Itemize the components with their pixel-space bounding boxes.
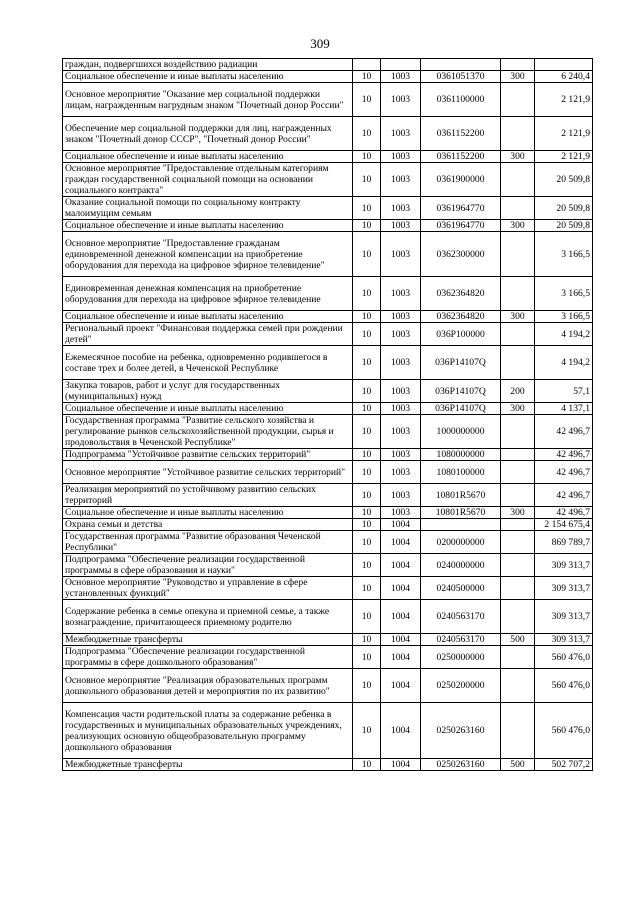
table-row <box>63 759 593 771</box>
row-name: Основное мероприятие "Оказание мер социальной поддержки лицам, награжденным нагрудным знаком "Почетный донор России" <box>63 83 353 117</box>
row-section: 10 <box>353 117 381 151</box>
row-amount: 3 166,5 <box>535 311 593 323</box>
row-expense-type: 300 <box>501 403 535 415</box>
row-expense-type <box>501 232 535 277</box>
row-section: 10 <box>353 634 381 646</box>
row-target-code: 0200000000 <box>421 531 501 554</box>
row-name: Подпрограмма "Обеспечение реализации государственной программы в сфере образования и науки" <box>63 554 353 577</box>
row-subsection: 1004 <box>381 600 421 634</box>
row-amount: 309 313,7 <box>535 600 593 634</box>
row-name: Межбюджетные трансферты <box>63 759 353 771</box>
row-subsection: 1003 <box>381 323 421 346</box>
row-name: Содержание ребенка в семье опекуна и приемной семье, а также вознаграждение, причитающееся приемному родителю <box>63 600 353 634</box>
row-amount: 2 121,9 <box>535 83 593 117</box>
row-section: 10 <box>353 600 381 634</box>
row-expense-type <box>501 577 535 600</box>
row-section: 10 <box>353 669 381 703</box>
row-target-code: 0250000000 <box>421 646 501 669</box>
row-subsection: 1003 <box>381 311 421 323</box>
row-target-code: 10801R5670 <box>421 484 501 507</box>
row-amount: 2 154 675,4 <box>535 519 593 531</box>
row-section: 10 <box>353 461 381 484</box>
row-target-code: 0240563170 <box>421 634 501 646</box>
row-target-code: 0361964770 <box>421 220 501 232</box>
row-name: Охрана семьи и детства <box>63 519 353 531</box>
row-section: 10 <box>353 449 381 461</box>
row-expense-type <box>501 415 535 449</box>
row-target-code: 0240000000 <box>421 554 501 577</box>
table-row <box>63 519 593 531</box>
row-amount: 57,1 <box>535 380 593 403</box>
row-section: 10 <box>353 484 381 507</box>
table-row <box>63 83 593 117</box>
row-amount: 309 313,7 <box>535 577 593 600</box>
row-subsection: 1003 <box>381 197 421 220</box>
row-name: Ежемесячное пособие на ребенка, одновременно родившегося в составе трех и более детей, в Чеченской Республике <box>63 346 353 380</box>
row-expense-type <box>501 519 535 531</box>
table-row <box>63 484 593 507</box>
row-amount: 869 789,7 <box>535 531 593 554</box>
row-name: Межбюджетные трансферты <box>63 634 353 646</box>
row-section: 10 <box>353 232 381 277</box>
row-expense-type <box>501 83 535 117</box>
row-amount: 560 476,0 <box>535 646 593 669</box>
table-row <box>63 232 593 277</box>
row-expense-type <box>501 449 535 461</box>
row-section: 10 <box>353 507 381 519</box>
row-amount: 502 707,2 <box>535 759 593 771</box>
row-subsection: 1003 <box>381 151 421 163</box>
table-row <box>63 669 593 703</box>
table-row <box>63 197 593 220</box>
row-target-code: 0361900000 <box>421 163 501 197</box>
table-row <box>63 415 593 449</box>
row-section: 10 <box>353 311 381 323</box>
row-target-code: 036P14107Q <box>421 380 501 403</box>
row-target-code: 0361051370 <box>421 71 501 83</box>
row-section: 10 <box>353 703 381 759</box>
row-name: Социальное обеспечение и иные выплаты населению <box>63 151 353 163</box>
row-amount: 309 313,7 <box>535 634 593 646</box>
row-subsection: 1004 <box>381 554 421 577</box>
row-section: 10 <box>353 71 381 83</box>
row-amount: 42 496,7 <box>535 484 593 507</box>
row-expense-type: 500 <box>501 759 535 771</box>
row-name: Подпрограмма "Обеспечение реализации государственной программы в сфере дошкольного образования" <box>63 646 353 669</box>
table-row <box>63 323 593 346</box>
row-name: граждан, подвергшихся воздействию радиации <box>63 59 353 71</box>
row-name: Социальное обеспечение и иные выплаты населению <box>63 403 353 415</box>
row-expense-type <box>501 669 535 703</box>
row-target-code: 1080100000 <box>421 461 501 484</box>
row-subsection: 1003 <box>381 163 421 197</box>
row-amount: 6 240,4 <box>535 71 593 83</box>
row-expense-type <box>501 163 535 197</box>
row-name: Социальное обеспечение и иные выплаты населению <box>63 220 353 232</box>
row-name: Оказание социальной помощи по социальному контракту малоимущим семьям <box>63 197 353 220</box>
row-target-code: 0362364820 <box>421 277 501 311</box>
row-subsection: 1004 <box>381 646 421 669</box>
row-subsection: 1004 <box>381 531 421 554</box>
row-name: Основное мероприятие "Руководство и управление в сфере установленных функций" <box>63 577 353 600</box>
table-row <box>63 403 593 415</box>
table-row <box>63 220 593 232</box>
row-amount: 4 194,2 <box>535 323 593 346</box>
row-expense-type: 200 <box>501 380 535 403</box>
row-subsection: 1003 <box>381 484 421 507</box>
row-expense-type <box>501 59 535 71</box>
row-expense-type <box>501 346 535 380</box>
row-amount: 20 509,8 <box>535 197 593 220</box>
row-target-code: 0240563170 <box>421 600 501 634</box>
row-subsection: 1003 <box>381 380 421 403</box>
row-subsection: 1004 <box>381 634 421 646</box>
row-section: 10 <box>353 220 381 232</box>
row-subsection: 1003 <box>381 346 421 380</box>
row-subsection: 1003 <box>381 277 421 311</box>
row-target-code: 0362300000 <box>421 232 501 277</box>
table-row <box>63 449 593 461</box>
row-name: Основное мероприятие "Устойчивое развитие сельских территорий" <box>63 461 353 484</box>
row-target-code: 0250263160 <box>421 759 501 771</box>
row-subsection: 1003 <box>381 83 421 117</box>
row-amount: 42 496,7 <box>535 507 593 519</box>
row-expense-type: 300 <box>501 151 535 163</box>
row-name: Основное мероприятие "Реализация образовательных программ дошкольного образования детей и мероприятия по их развитию" <box>63 669 353 703</box>
row-amount: 3 166,5 <box>535 232 593 277</box>
row-subsection: 1003 <box>381 461 421 484</box>
row-amount: 20 509,8 <box>535 163 593 197</box>
row-amount: 42 496,7 <box>535 449 593 461</box>
row-name: Закупка товаров, работ и услуг для государственных (муниципальных) нужд <box>63 380 353 403</box>
row-expense-type: 500 <box>501 634 535 646</box>
row-name: Обеспечение мер социальной поддержки для лиц, награжденных знаком "Почетный донор СССР", "Почетный донор России" <box>63 117 353 151</box>
row-subsection <box>381 59 421 71</box>
row-section <box>353 59 381 71</box>
row-section: 10 <box>353 163 381 197</box>
row-amount: 2 121,9 <box>535 151 593 163</box>
table-row <box>63 71 593 83</box>
row-subsection: 1004 <box>381 669 421 703</box>
row-section: 10 <box>353 323 381 346</box>
row-expense-type <box>501 323 535 346</box>
row-subsection: 1003 <box>381 220 421 232</box>
row-amount: 42 496,7 <box>535 415 593 449</box>
row-expense-type <box>501 277 535 311</box>
row-name: Социальное обеспечение и иные выплаты населению <box>63 311 353 323</box>
row-amount: 309 313,7 <box>535 554 593 577</box>
row-name: Подпрограмма "Устойчивое развитие сельских территорий" <box>63 449 353 461</box>
table-row <box>63 531 593 554</box>
table-row <box>63 577 593 600</box>
row-subsection: 1004 <box>381 577 421 600</box>
row-target-code: 0250200000 <box>421 669 501 703</box>
row-expense-type <box>501 703 535 759</box>
row-subsection: 1003 <box>381 403 421 415</box>
row-amount: 2 121,9 <box>535 117 593 151</box>
row-name: Единовременная денежная компенсация на приобретение оборудования для перехода на цифровое эфирное телевидение <box>63 277 353 311</box>
row-expense-type: 300 <box>501 71 535 83</box>
row-amount: 560 476,0 <box>535 703 593 759</box>
row-subsection: 1004 <box>381 759 421 771</box>
row-name: Государственная программа "Развитие образования Чеченской Республики" <box>63 531 353 554</box>
row-amount: 4 194,2 <box>535 346 593 380</box>
row-section: 10 <box>353 197 381 220</box>
row-section: 10 <box>353 759 381 771</box>
row-target-code: 0240500000 <box>421 577 501 600</box>
row-expense-type <box>501 197 535 220</box>
row-target-code: 1000000000 <box>421 415 501 449</box>
row-target-code: 036P100000 <box>421 323 501 346</box>
row-target-code: 0250263160 <box>421 703 501 759</box>
row-name: Социальное обеспечение и иные выплаты населению <box>63 507 353 519</box>
row-target-code: 0361152200 <box>421 117 501 151</box>
row-amount: 4 137,1 <box>535 403 593 415</box>
row-section: 10 <box>353 277 381 311</box>
row-subsection: 1003 <box>381 232 421 277</box>
row-section: 10 <box>353 83 381 117</box>
row-section: 10 <box>353 403 381 415</box>
row-name: Основное мероприятие "Предоставление отдельным категориям граждан государственной социальной помощи на основании социального контракта" <box>63 163 353 197</box>
table-row <box>63 277 593 311</box>
row-subsection: 1003 <box>381 507 421 519</box>
row-target-code <box>421 519 501 531</box>
page-number: 309 <box>310 36 330 51</box>
table-row <box>63 311 593 323</box>
table-row <box>63 380 593 403</box>
row-name: Региональный проект "Финансовая поддержка семей при рождении детей" <box>63 323 353 346</box>
row-section: 10 <box>353 415 381 449</box>
row-name: Компенсация части родительской платы за содержание ребенка в государственных и муниципальных образовательных учреждениях, реализующих основную общеобразовательную программу дошкольного образования <box>63 703 353 759</box>
table-row <box>63 59 593 71</box>
row-target-code <box>421 59 501 71</box>
row-subsection: 1004 <box>381 703 421 759</box>
row-target-code: 0361100000 <box>421 83 501 117</box>
row-expense-type <box>501 646 535 669</box>
row-expense-type <box>501 600 535 634</box>
row-section: 10 <box>353 346 381 380</box>
row-amount: 42 496,7 <box>535 461 593 484</box>
row-target-code: 0362364820 <box>421 311 501 323</box>
row-section: 10 <box>353 380 381 403</box>
table-row <box>63 703 593 759</box>
row-section: 10 <box>353 646 381 669</box>
row-target-code: 036P14107Q <box>421 346 501 380</box>
row-amount: 20 509,8 <box>535 220 593 232</box>
row-subsection: 1003 <box>381 449 421 461</box>
row-subsection: 1003 <box>381 71 421 83</box>
table-row <box>63 461 593 484</box>
row-section: 10 <box>353 554 381 577</box>
row-target-code: 0361964770 <box>421 197 501 220</box>
row-section: 10 <box>353 531 381 554</box>
row-name: Государственная программа "Развитие сельского хозяйства и регулирование рынков сельскохозяйственной продукции, сырья и продовольствия в Чеченской Республике" <box>63 415 353 449</box>
row-expense-type: 300 <box>501 220 535 232</box>
row-amount <box>535 59 593 71</box>
row-subsection: 1004 <box>381 519 421 531</box>
table-row <box>63 634 593 646</box>
row-subsection: 1003 <box>381 117 421 151</box>
row-amount: 560 476,0 <box>535 669 593 703</box>
row-target-code: 036P14107Q <box>421 403 501 415</box>
table-row <box>63 554 593 577</box>
row-name: Социальное обеспечение и иные выплаты населению <box>63 71 353 83</box>
table-row <box>63 151 593 163</box>
row-expense-type: 300 <box>501 311 535 323</box>
row-expense-type: 300 <box>501 507 535 519</box>
row-section: 10 <box>353 151 381 163</box>
row-target-code: 1080000000 <box>421 449 501 461</box>
table-row <box>63 600 593 634</box>
row-target-code: 10801R5670 <box>421 507 501 519</box>
row-expense-type <box>501 531 535 554</box>
row-expense-type <box>501 461 535 484</box>
row-name: Реализация мероприятий по устойчивому развитию сельских территорий <box>63 484 353 507</box>
table-row <box>63 507 593 519</box>
row-target-code: 0361152200 <box>421 151 501 163</box>
row-section: 10 <box>353 519 381 531</box>
row-name: Основное мероприятие "Предоставление гражданам единовременной денежной компенсации на приобретение оборудования для перехода на цифровое эфирное телевидение" <box>63 232 353 277</box>
table-row <box>63 346 593 380</box>
row-expense-type <box>501 117 535 151</box>
table-row <box>63 646 593 669</box>
table-row <box>63 117 593 151</box>
row-expense-type <box>501 484 535 507</box>
row-amount: 3 166,5 <box>535 277 593 311</box>
row-section: 10 <box>353 577 381 600</box>
budget-table <box>62 58 593 771</box>
row-subsection: 1003 <box>381 415 421 449</box>
table-row <box>63 163 593 197</box>
row-expense-type <box>501 554 535 577</box>
